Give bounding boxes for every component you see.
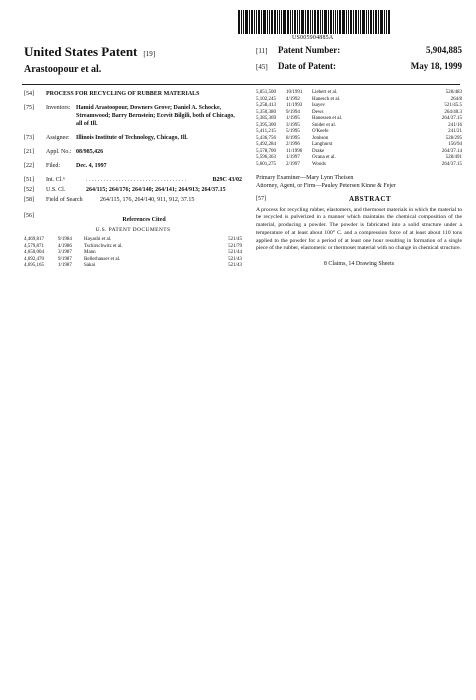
search-label: Field of Search bbox=[46, 197, 83, 203]
reference-num: 4,579,871 bbox=[24, 243, 44, 249]
filed-field bbox=[24, 162, 242, 170]
patent-office-title bbox=[24, 44, 155, 60]
reference-cls: 264/8 bbox=[450, 96, 462, 102]
reference-cls: 264/37.15 bbox=[441, 116, 462, 121]
barcode-bar bbox=[274, 10, 276, 34]
barcode-bar bbox=[384, 10, 385, 34]
reference-num: 5,395,300 bbox=[256, 122, 276, 128]
reference-date: 9/1987 bbox=[58, 256, 72, 262]
barcode-bar bbox=[254, 10, 255, 34]
reference-num: 4,695,165 bbox=[24, 263, 44, 268]
int-cl-value: B29C 43/02 bbox=[212, 177, 242, 183]
reference-num: 5,578,700 bbox=[256, 148, 276, 154]
reference-name: Isayev bbox=[312, 103, 326, 108]
reference-row bbox=[256, 162, 462, 169]
barcode-bar bbox=[263, 10, 266, 34]
refs-code: [56] bbox=[24, 213, 34, 219]
reference-name: Liebert et al. bbox=[312, 90, 338, 95]
barcode-bar bbox=[269, 10, 270, 34]
int-cl-code: [51] bbox=[24, 177, 34, 183]
patent-number-row bbox=[256, 45, 462, 61]
barcode-bar bbox=[330, 10, 332, 34]
reference-cls: 521/79 bbox=[228, 243, 242, 249]
barcode-bar bbox=[267, 10, 268, 34]
reference-name: Jonhson bbox=[312, 135, 329, 141]
reference-num: 4,469,817 bbox=[24, 237, 44, 242]
patent-number-label: Patent Number: bbox=[278, 45, 341, 55]
barcode-bar bbox=[328, 10, 329, 34]
refs-table-left bbox=[24, 237, 242, 270]
reference-name: Hayashi et al. bbox=[84, 237, 112, 242]
barcode-bar bbox=[355, 10, 357, 34]
reference-date: 1/1995 bbox=[286, 116, 300, 121]
refs-table-right bbox=[256, 90, 462, 168]
patent-number: 5,904,885 bbox=[426, 45, 462, 55]
barcode-bar bbox=[373, 10, 374, 34]
refs-field bbox=[24, 212, 242, 224]
reference-date: 9/1994 bbox=[286, 109, 300, 115]
barcode-bar bbox=[271, 10, 273, 34]
reference-cls: 241/16 bbox=[448, 122, 462, 128]
reference-cls: 521/44 bbox=[228, 250, 242, 255]
barcode-bar bbox=[297, 10, 298, 34]
barcode-bar bbox=[375, 10, 377, 34]
left-column bbox=[24, 90, 242, 270]
reference-date: 2/1997 bbox=[286, 161, 300, 167]
barcode-bar bbox=[312, 10, 313, 34]
reference-num: 5,102,245 bbox=[256, 96, 276, 102]
assignee-label: Assignee: bbox=[46, 135, 70, 141]
reference-date: 11/1996 bbox=[286, 148, 303, 154]
reference-name: Bellerhauser et al. bbox=[84, 256, 121, 262]
barcode-bar bbox=[279, 10, 280, 34]
appl-code: [21] bbox=[24, 149, 34, 155]
reference-cls: 528/491 bbox=[445, 155, 462, 160]
barcode-bar bbox=[324, 10, 327, 34]
reference-date: 4/1986 bbox=[58, 243, 72, 249]
barcode-bar bbox=[386, 10, 387, 34]
patent-date-code: [45] bbox=[256, 63, 268, 71]
inventors-code: [75] bbox=[24, 105, 34, 111]
reference-num: 5,596,363 bbox=[256, 155, 276, 160]
barcode-bar bbox=[281, 10, 282, 34]
barcode-bar bbox=[322, 10, 323, 34]
reference-cls: 264/37.14 bbox=[441, 148, 462, 154]
us-cl-row bbox=[24, 186, 242, 194]
reference-num: 5,385,369 bbox=[256, 116, 276, 121]
reference-num: 5,601,275 bbox=[256, 161, 276, 167]
reference-cls: 264/40.3 bbox=[444, 109, 462, 115]
barcode-bar bbox=[294, 10, 296, 34]
barcode-bar bbox=[299, 10, 300, 34]
barcode-bar bbox=[292, 10, 293, 34]
barcode-bar bbox=[277, 10, 278, 34]
reference-date: 11/1993 bbox=[286, 103, 303, 108]
barcode-bar bbox=[314, 10, 316, 34]
reference-num: 5,350,380 bbox=[256, 109, 276, 115]
reference-date: 1/1987 bbox=[58, 263, 72, 268]
filed-code: [22] bbox=[24, 163, 34, 169]
reference-name: Ocana et al. bbox=[312, 155, 336, 160]
reference-name: Snider et al. bbox=[312, 122, 337, 128]
us-cl-code: [52] bbox=[24, 187, 34, 193]
barcode-bar bbox=[350, 10, 352, 34]
reference-name: Drake bbox=[312, 148, 325, 154]
barcode-bar bbox=[335, 10, 336, 34]
patent-meta bbox=[256, 45, 462, 77]
barcode-bar bbox=[333, 10, 334, 34]
barcode-bar bbox=[320, 10, 321, 34]
reference-name: Dews bbox=[312, 109, 324, 115]
right-column bbox=[256, 90, 462, 268]
reference-num: 5,411,215 bbox=[256, 129, 276, 134]
barcode-bar bbox=[251, 10, 253, 34]
reference-num: 5,051,500 bbox=[256, 90, 276, 95]
refs-subtitle: U.S. PATENT DOCUMENTS bbox=[95, 227, 171, 233]
reference-date: 1/1997 bbox=[286, 155, 300, 160]
reference-date: 2/1996 bbox=[286, 142, 300, 147]
reference-date: 10/1991 bbox=[286, 90, 303, 95]
barcode-bar bbox=[339, 10, 341, 34]
reference-name: Hanesch et al. bbox=[312, 96, 341, 102]
appl-label: Appl. No.: bbox=[46, 149, 72, 155]
barcode-bar bbox=[388, 10, 390, 34]
barcode-bar bbox=[307, 10, 309, 34]
reference-cls: 528/483 bbox=[445, 90, 462, 95]
assignee-code: [73] bbox=[24, 135, 34, 141]
assignee-field bbox=[24, 134, 242, 142]
reference-name: Langhurst bbox=[312, 142, 333, 147]
patent-title: PROCESS FOR RECYCLING OF RUBBER MATERIALS bbox=[46, 91, 200, 97]
abstract-header bbox=[256, 196, 462, 203]
barcode-bar bbox=[342, 10, 345, 34]
barcode-bar bbox=[249, 10, 250, 34]
patent-date: May 18, 1999 bbox=[410, 61, 462, 71]
reference-name: O'Keefe bbox=[312, 129, 329, 134]
barcode-bar bbox=[310, 10, 311, 34]
reference-name: Mann bbox=[84, 250, 96, 255]
barcode-bar bbox=[360, 10, 361, 34]
barcode-bar bbox=[261, 10, 262, 34]
appl-field bbox=[24, 148, 242, 156]
assignee-text: Illinois Institute of Technology, Chicago, Ill. bbox=[76, 135, 188, 141]
barcode-bar bbox=[317, 10, 319, 34]
office-name: United States Patent bbox=[24, 44, 138, 59]
reference-cls: 528/295 bbox=[445, 135, 462, 141]
barcode-bar bbox=[245, 10, 248, 34]
reference-cls: 521/43 bbox=[228, 256, 242, 262]
reference-num: 5,258,413 bbox=[256, 103, 276, 108]
reference-date: 3/1995 bbox=[286, 122, 300, 128]
abstract-title: ABSTRACT bbox=[348, 195, 392, 203]
reference-name: Sakai bbox=[84, 263, 96, 268]
int-cl-label: Int. Cl.⁶ bbox=[46, 177, 65, 183]
us-cl-label: U.S. Cl. bbox=[46, 187, 66, 193]
barcode-bar bbox=[290, 10, 291, 34]
barcode-bar bbox=[378, 10, 379, 34]
reference-num: 5,492,284 bbox=[256, 142, 276, 147]
abstract-text: A process for recycling rubber, elastomers, and thermoset materials in which the material to be recycled is pulverized in a manner which maintains the chemical composition of the material, producing a powder. The powder is fabricated into a solid structure under a temperature of at least about 100° C. and a compression force of at least about 110 tons applied to the powder for a period of at least one hour resulting in formation of a single piece of the rubber, elastomeric or thermoset material with no change in chemical structure. bbox=[256, 206, 462, 252]
search-code: [58] bbox=[24, 197, 34, 203]
barcode-bar bbox=[301, 10, 304, 34]
reference-num: 4,650,004 bbox=[24, 250, 44, 255]
leader-dots: . . . . . . . . . . . . . . . . . . . . . . . . . . . . . . . . . . bbox=[86, 177, 187, 183]
attorney: Attorney, Agent, or Firm—Pauley Petersen Kinne & Fejer bbox=[256, 183, 396, 189]
office-code: [19] bbox=[143, 50, 156, 58]
barcode-bar bbox=[370, 10, 372, 34]
barcode-bar bbox=[256, 10, 257, 34]
title-code: [54] bbox=[24, 91, 34, 97]
barcode-bar bbox=[243, 10, 244, 34]
reference-cls: 521/43 bbox=[228, 263, 242, 268]
header-divider bbox=[22, 84, 460, 85]
barcode-bar bbox=[346, 10, 347, 34]
claims-summary: 8 Claims, 14 Drawing Sheets bbox=[323, 261, 395, 268]
reference-date: 3/1987 bbox=[58, 250, 72, 255]
inventors-field bbox=[24, 104, 242, 128]
barcode-image bbox=[238, 10, 452, 34]
abstract-code: [57] bbox=[256, 196, 266, 202]
reference-cls: 264/37.15 bbox=[441, 161, 462, 167]
examiner-block bbox=[256, 174, 462, 190]
inventors-label: Inventors: bbox=[46, 105, 71, 111]
barcode-bar bbox=[353, 10, 354, 34]
inventors-short: Arastoopour et al. bbox=[24, 64, 102, 75]
int-cl-row bbox=[24, 176, 242, 184]
barcode-bar bbox=[287, 10, 289, 34]
filed-date: Dec. 4, 1997 bbox=[76, 163, 107, 169]
reference-cls: 521/45 bbox=[228, 237, 242, 242]
search-value: 264/115, 176, 264/140, 911, 912, 37.15 bbox=[100, 197, 195, 203]
barcode-bar bbox=[241, 10, 242, 34]
barcode-bar bbox=[283, 10, 286, 34]
inventors-text: Hamid Arastoopour, Downers Grove; Daniel A. Schocke, Streamwood; Barry Bernstein; Ecevit Bilgili, both of Chicago, all of Ill. bbox=[76, 105, 235, 127]
title-field bbox=[24, 90, 242, 98]
reference-cls: 241/21 bbox=[448, 129, 462, 134]
barcode-bar bbox=[305, 10, 306, 34]
primary-examiner: Primary Examiner—Mary Lynn Theisen bbox=[256, 175, 354, 181]
appl-number: 08/985,426 bbox=[76, 149, 104, 155]
reference-cls: 521/45.5 bbox=[444, 103, 462, 108]
refs-title: References Cited bbox=[122, 217, 166, 223]
reference-name: Tschirschwitz et al. bbox=[84, 243, 123, 249]
barcode-bar bbox=[366, 10, 367, 34]
reference-date: 5/1995 bbox=[286, 129, 300, 134]
reference-date: 9/1984 bbox=[58, 237, 72, 242]
reference-num: 4,692,470 bbox=[24, 256, 44, 262]
patent-number-code: [11] bbox=[256, 47, 268, 55]
barcode-bar bbox=[358, 10, 359, 34]
barcode-bar bbox=[258, 10, 260, 34]
barcode-bar bbox=[368, 10, 369, 34]
reference-date: 4/1992 bbox=[286, 96, 300, 102]
patent-date-label: Date of Patent: bbox=[278, 61, 336, 71]
reference-date: 8/1995 bbox=[286, 135, 300, 141]
barcode-number: US005904885A bbox=[292, 35, 334, 41]
barcode-bar bbox=[348, 10, 349, 34]
filed-label: Filed: bbox=[46, 163, 61, 169]
barcode-bar bbox=[362, 10, 365, 34]
us-cl-value: 264/115; 264/176; 264/140; 264/141; 264/913; 264/37.15 bbox=[86, 187, 226, 193]
barcode-bar bbox=[337, 10, 338, 34]
patent-date-row bbox=[256, 61, 462, 77]
reference-name: Woods bbox=[312, 161, 326, 167]
barcode-bar bbox=[380, 10, 383, 34]
reference-row bbox=[24, 263, 242, 270]
search-row bbox=[24, 196, 242, 204]
reference-name: Hanessen et al. bbox=[312, 116, 343, 121]
reference-num: 5,436,756 bbox=[256, 135, 276, 141]
barcode-bar bbox=[238, 10, 240, 34]
reference-cls: 156/94 bbox=[448, 142, 462, 147]
